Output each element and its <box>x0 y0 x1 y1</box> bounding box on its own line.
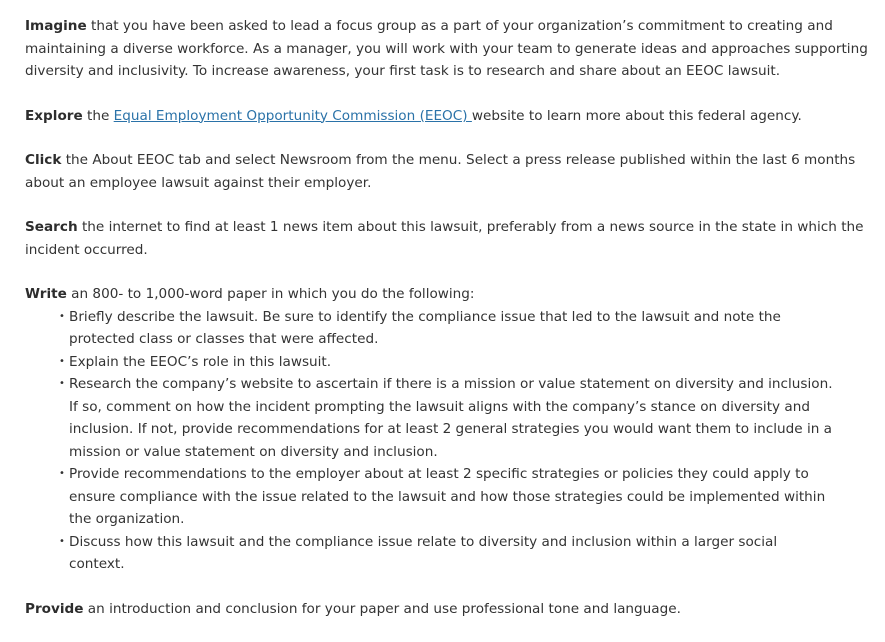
click-text: the About EEOC tab and select Newsroom from the menu. Select a press release published within the last 6 months about an employee lawsuit against their employer. <box>25 152 856 191</box>
write-lead: Write <box>25 286 67 302</box>
list-item-text: Discuss how this lawsuit and the compliance issue relate to diversity and inclusion within a larger social context. <box>69 533 778 572</box>
search-paragraph <box>25 216 883 261</box>
search-lead: Search <box>25 219 78 235</box>
list-item-text: Briefly describe the lawsuit. Be sure to identify the compliance issue that led to the lawsuit and note the protected class or classes that were affected. <box>69 308 781 347</box>
list-item <box>59 463 883 531</box>
explore-lead: Explore <box>25 107 83 124</box>
write-paragraph <box>25 283 883 306</box>
intro-lead: Imagine <box>25 18 87 34</box>
bullet-icon: • <box>59 468 65 479</box>
list-item <box>59 531 883 576</box>
eeoc-website-link[interactable]: Equal Employment Opportunity Commission (EEOC) <box>113 107 472 124</box>
list-item <box>59 373 883 463</box>
list-item-text: Research the company’s website to ascertain if there is a mission or value statement on diversity and inclusion. If so, comment on how the incident prompting the lawsuit aligns with the company’s stance on diversity and inclusion. If not, provide recommendations for at least 2 general strategies you would want them to include in a mission or value statement on diversity and inclusion. <box>69 376 833 460</box>
provide-lead: Provide <box>25 600 84 617</box>
provide-text: an introduction and conclusion for your paper and use professional tone and language. <box>83 600 681 617</box>
list-item-text: Provide recommendations to the employer about at least 2 specific strategies or policies they could apply to ensure compliance with the issue related to the lawsuit and how those strategies could be implemented within the organization. <box>69 466 826 527</box>
bullet-icon: • <box>59 535 65 547</box>
search-text: the internet to find at least 1 news item about this lawsuit, preferably from a news source in the state in which the incident occurred. <box>25 219 864 258</box>
provide-paragraph <box>25 598 883 621</box>
click-paragraph <box>25 149 883 194</box>
click-lead: Click <box>25 152 62 168</box>
bullet-icon: • <box>59 378 65 389</box>
explore-before: the <box>82 107 114 124</box>
explore-paragraph <box>25 105 883 128</box>
bullet-icon: • <box>59 310 65 322</box>
list-item-text: Explain the EEOC’s role in this lawsuit. <box>69 353 332 370</box>
list-item <box>59 351 883 374</box>
bullet-icon: • <box>59 355 65 367</box>
task-list <box>25 306 883 576</box>
write-text: an 800- to 1,000-word paper in which you do the following: <box>66 286 475 302</box>
assignment-instructions <box>25 15 883 642</box>
list-item <box>59 306 883 351</box>
explore-after: website to learn more about this federal agency. <box>471 107 802 124</box>
intro-paragraph <box>25 15 883 83</box>
intro-text: that you have been asked to lead a focus group as a part of your organization’s commitment to creating and maintaining a diverse workforce. As a manager, you will work with your team to generate ideas and approaches supporting diversity and inclusivity. To increase awareness, your first task is to research and share about an EEOC lawsuit. <box>25 18 868 79</box>
